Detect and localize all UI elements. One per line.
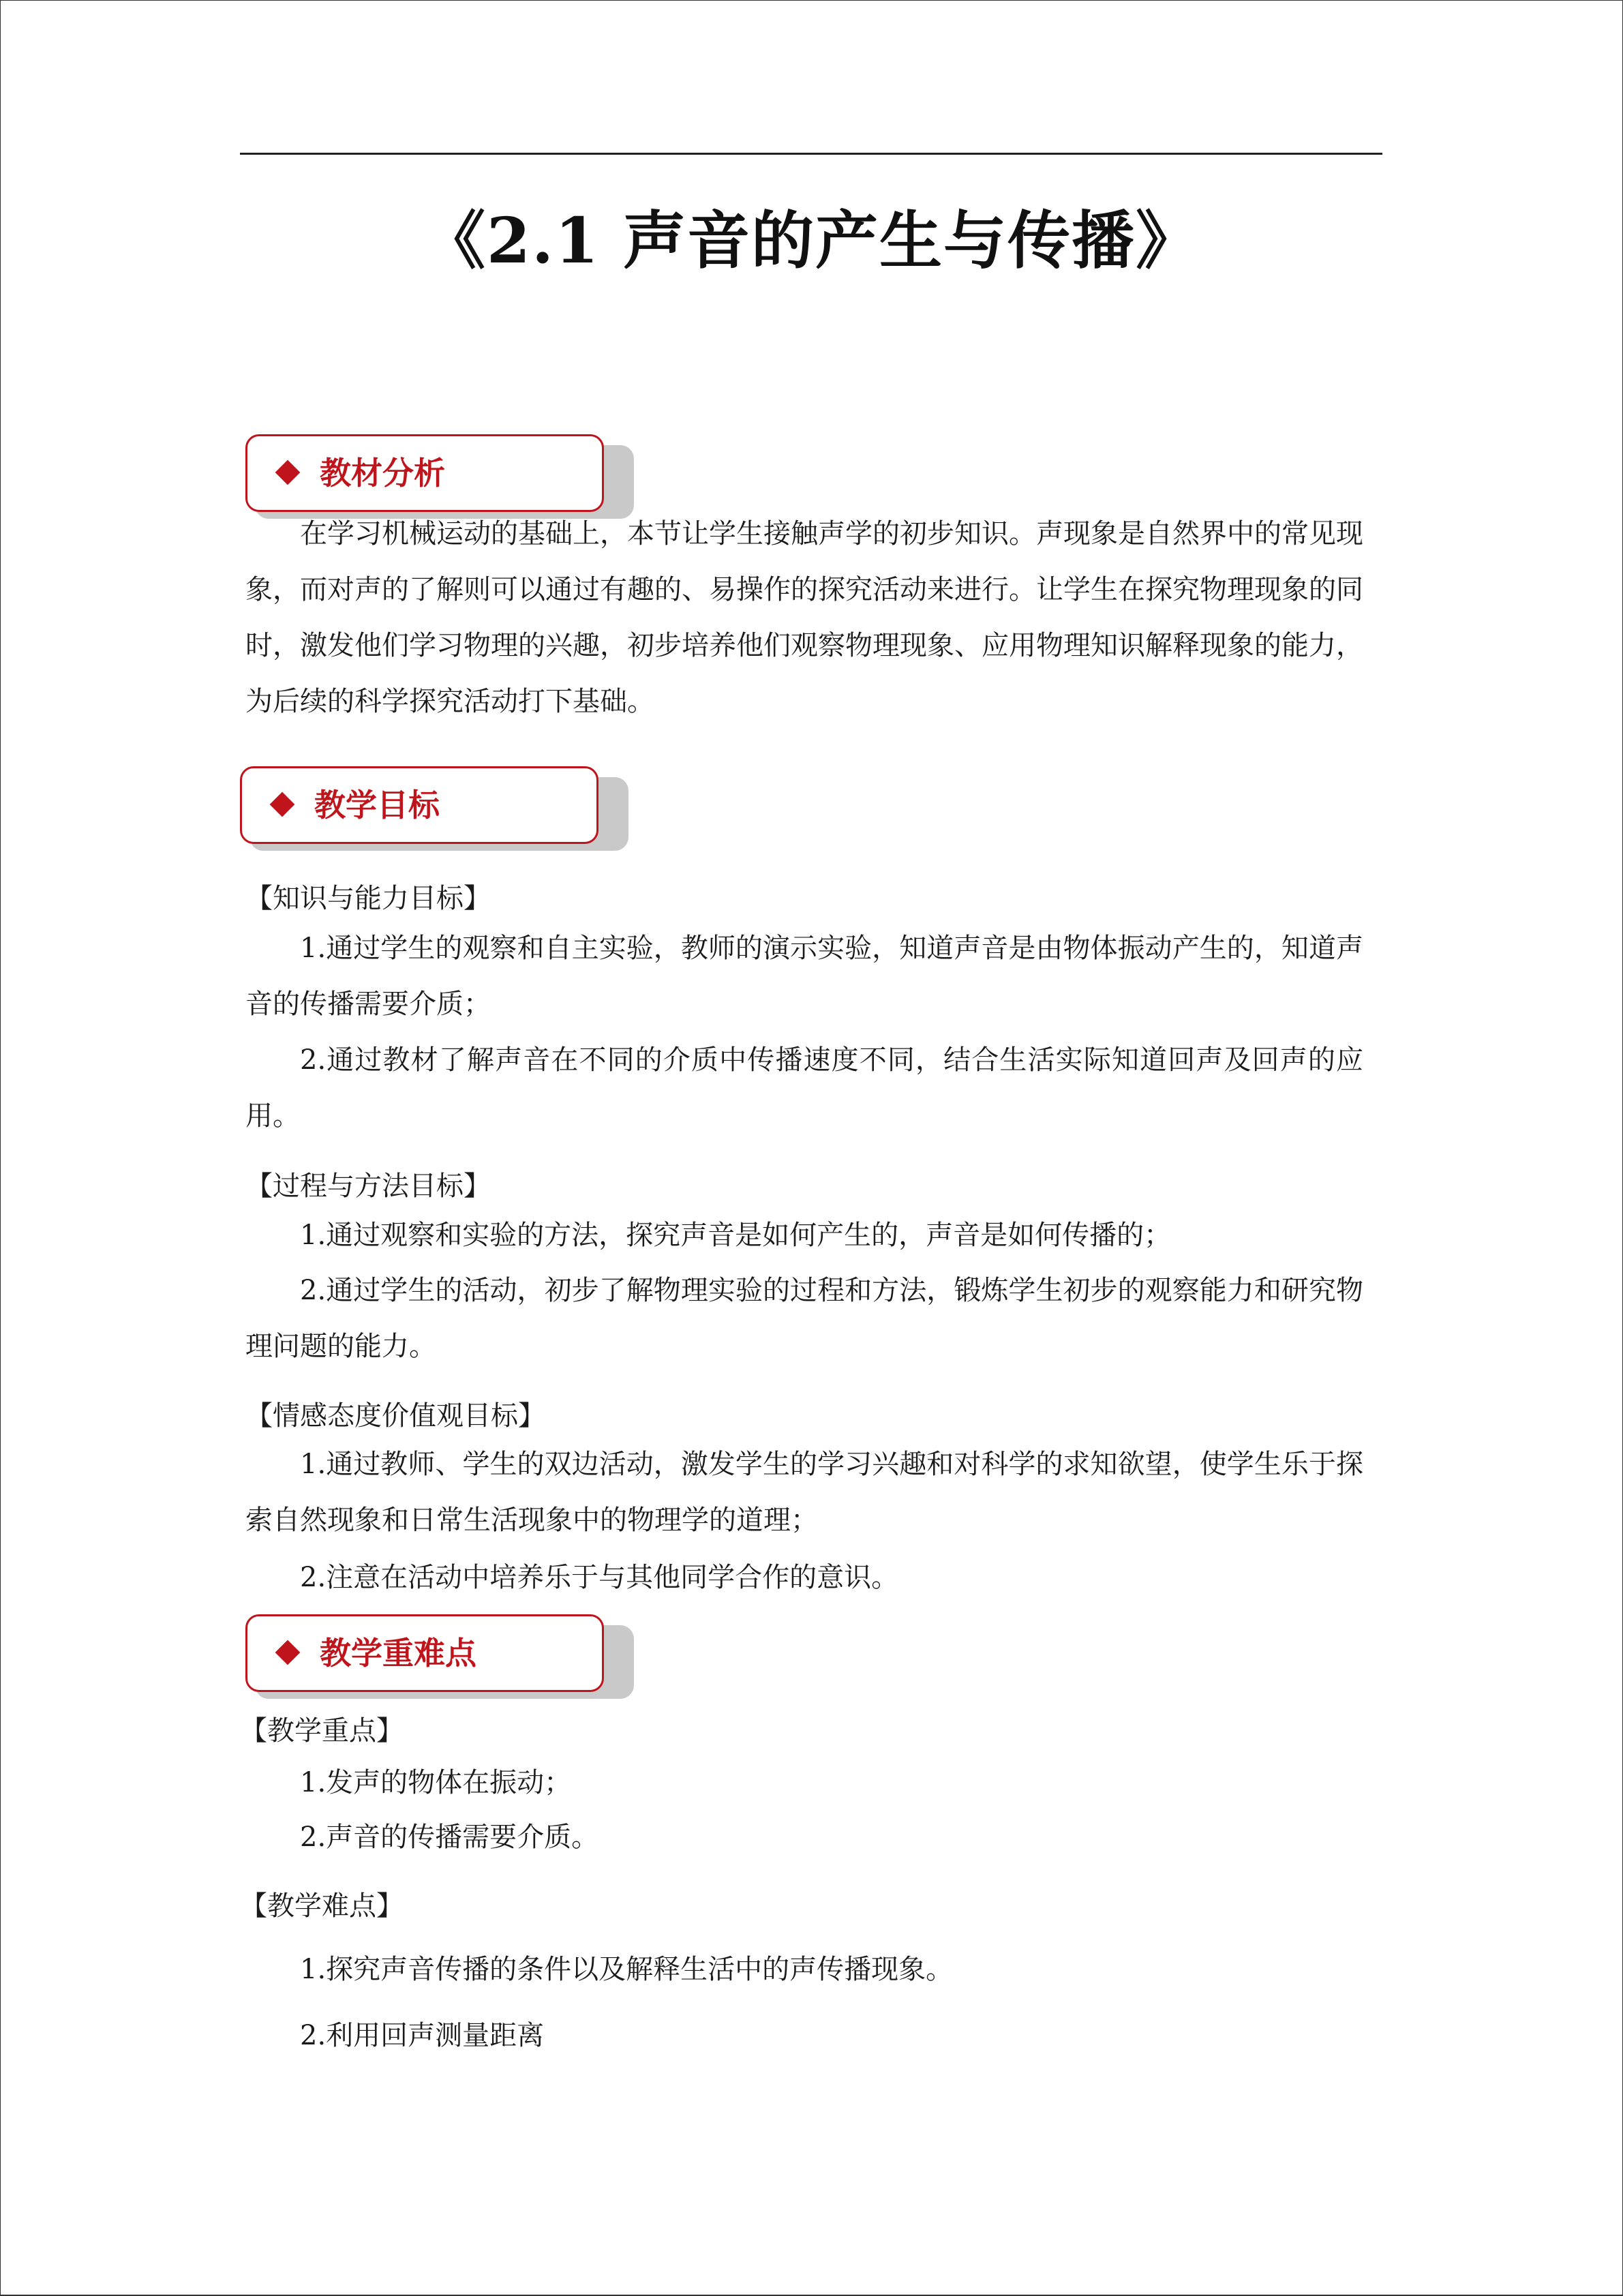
focus-item-1: 1.发声的物体在振动； <box>300 1767 572 1798</box>
section-header-box <box>245 434 604 512</box>
difficulty-item-2: 2.利用回声测量距离 <box>300 2020 545 2051</box>
process-goal-2: 2.通过学生的活动，初步了解物理实验的过程和方法，锻炼学生初步的观察能力和研究物理问题的能力。 <box>245 1275 1363 1362</box>
emotion-goal-1: 1.通过教师、学生的双边活动，激发学生的学习兴趣和对科学的求知欲望，使学生乐于探索自然现象和日常生活现象中的物理学的道理； <box>245 1449 1363 1536</box>
section-heading: 教学重难点 <box>320 1635 476 1672</box>
section-header-goals <box>240 766 622 847</box>
diamond-bullet-icon <box>275 460 301 485</box>
analysis-paragraph: 在学习机械运动的基础上，本节让学生接触声学的初步知识。声现象是自然界中的常见现象，而对声的了解则可以通过有趣的、易操作的探究活动来进行。让学生在探究物理现象的同时，激发他们学习物理的兴趣，初步培养他们观察物理现象、应用物理知识解释现象的能力，为后续的科学探究活动打下基础。 <box>245 518 1363 717</box>
section-heading: 教材分析 <box>320 455 445 492</box>
diamond-bullet-icon <box>275 1640 301 1665</box>
process-goals-label: 【过程与方法目标】 <box>245 1170 491 1202</box>
emotion-goals-label: 【情感态度价值观目标】 <box>245 1400 545 1432</box>
process-goal-1: 1.通过观察和实验的方法，探究声音是如何产生的，声音是如何传播的； <box>300 1220 1172 1251</box>
diamond-bullet-icon <box>270 792 295 817</box>
section-heading: 教学目标 <box>314 787 440 824</box>
emotion-goal-2: 2.注意在活动中培养乐于与其他同学合作的意识。 <box>300 1562 899 1593</box>
knowledge-goals-label: 【知识与能力目标】 <box>245 883 491 914</box>
knowledge-goal-2: 2.通过教材了解声音在不同的介质中传播速度不同，结合生活实际知道回声及回声的应用。 <box>245 1044 1363 1132</box>
focus-label: 【教学重点】 <box>240 1715 404 1747</box>
header-rule <box>240 153 1382 155</box>
focus-item-2: 2.声音的传播需要介质。 <box>300 1822 599 1853</box>
section-header-box <box>240 766 598 844</box>
section-header-box <box>245 1614 604 1692</box>
section-header-key-points <box>245 1614 627 1695</box>
difficulty-item-1: 1.探究声音传播的条件以及解释生活中的声传播现象。 <box>300 1954 954 1985</box>
knowledge-goal-1: 1.通过学生的观察和自主实验，教师的演示实验，知道声音是由物体振动产生的，知道声音的传播需要介质； <box>245 933 1363 1020</box>
difficulty-label: 【教学难点】 <box>240 1890 404 1922</box>
section-header-analysis <box>245 434 627 515</box>
page-title: 《2.1 声音的产生与传播》 <box>422 204 1200 277</box>
